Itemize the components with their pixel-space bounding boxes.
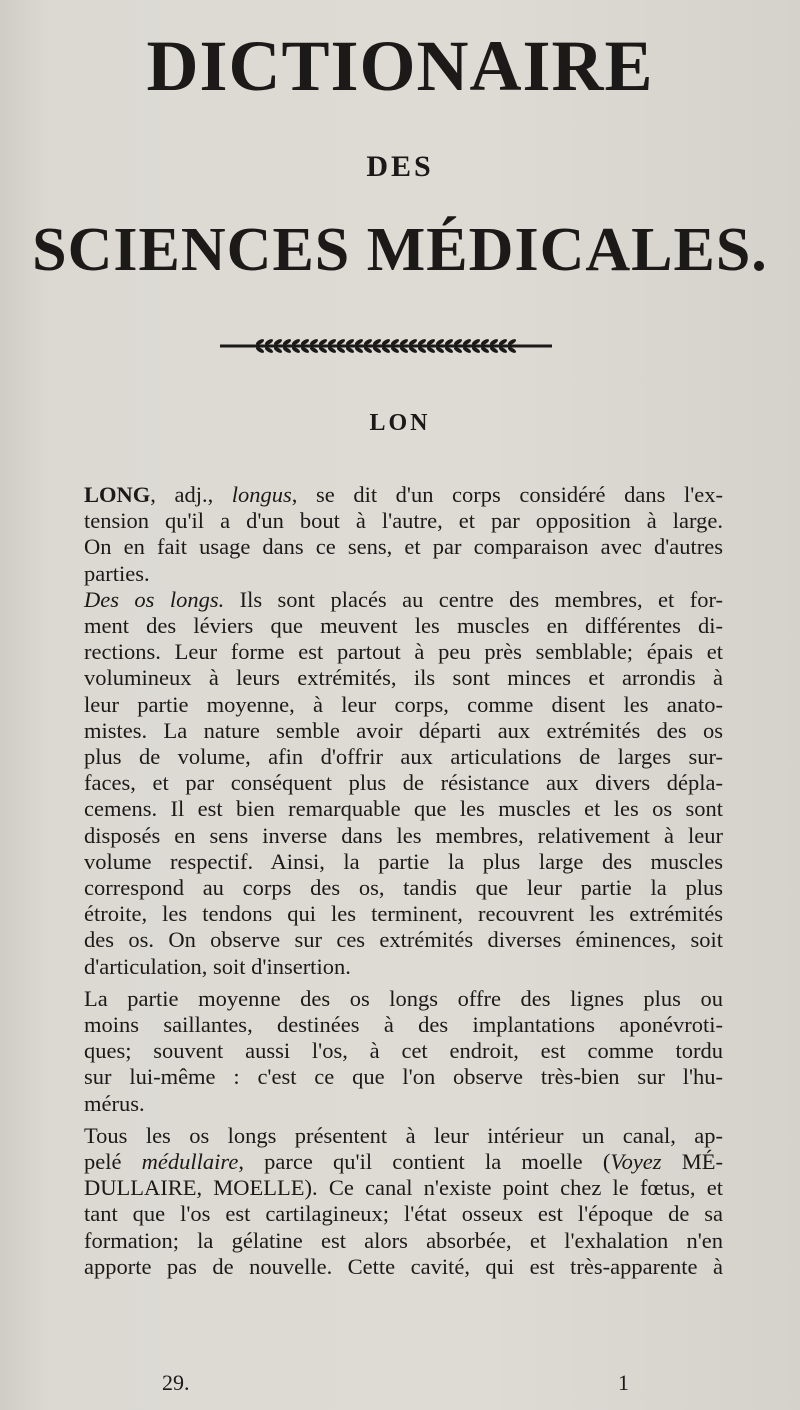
text-line: tant que l'os est cartilagineux; l'état osseux est l'époque de sa bbox=[84, 1201, 723, 1227]
text-line: Des os longs. Ils sont placés au centre des membres, et for- bbox=[84, 586, 723, 612]
text-line: correspond au corps des os, tandis que leur partie la plus bbox=[84, 875, 723, 901]
text-line: pelé médullaire, parce qu'il contient la moelle (Voyez MÉ- bbox=[84, 1149, 723, 1175]
text-line: volume respectif. Ainsi, la partie la plus large des muscles bbox=[84, 848, 723, 874]
text-line: mérus. bbox=[84, 1090, 145, 1116]
paragraph-long-definition bbox=[58, 482, 723, 587]
paragraph-os-longs bbox=[58, 587, 723, 980]
title-des: DES bbox=[366, 150, 434, 183]
title-dictionaire: DICTIONAIRE bbox=[146, 26, 654, 106]
text-line: rections. Leur forme est partout à peu près semblable; épais et bbox=[84, 639, 723, 665]
text-line: parties. bbox=[84, 560, 150, 586]
text-line: DULLAIRE, MOELLE). Ce canal n'existe point chez le fœtus, et bbox=[84, 1175, 723, 1201]
text-line: La partie moyenne des os longs offre des lignes plus ou bbox=[84, 985, 723, 1011]
text-line: On en fait usage dans ce sens, et par comparaison avec d'autres bbox=[84, 534, 723, 560]
text-line: cemens. Il est bien remarquable que les muscles et les os sont bbox=[84, 796, 723, 822]
folio-number: 1 bbox=[618, 1370, 629, 1395]
text-line: étroite, les tendons qui les terminent, recouvrent les extrémités bbox=[84, 901, 723, 927]
text-line: Tous les os longs présentent à leur intérieur un canal, ap- bbox=[84, 1122, 723, 1148]
text-line: ques; souvent aussi l'os, à cet endroit, est comme tordu bbox=[84, 1038, 723, 1064]
text-line: moins saillantes, destinées à des implantations aponévroti- bbox=[84, 1012, 723, 1038]
text-line: formation; la gélatine est alors absorbée, et l'exhalation n'en bbox=[84, 1227, 723, 1253]
paragraph-partie-moyenne bbox=[58, 986, 723, 1117]
text-line: mistes. La nature semble avoir départi aux extrémités des os bbox=[84, 717, 723, 743]
signature-mark: 29. bbox=[162, 1370, 190, 1395]
text-line: d'articulation, soit d'insertion. bbox=[84, 953, 351, 979]
paragraph-canal-medullaire bbox=[58, 1123, 723, 1280]
text-line: ment des léviers que meuvent les muscles en différentes di- bbox=[84, 613, 723, 639]
title-sciences-medicales: SCIENCES MÉDICALES. bbox=[32, 216, 768, 284]
text-line: des os. On observe sur ces extrémités diverses éminences, soit bbox=[84, 927, 723, 953]
text-line: volumineux à leurs extrémités, ils sont minces et arrondis à bbox=[84, 665, 723, 691]
text-line: disposés en sens inverse dans les membres, relativement à leur bbox=[84, 822, 723, 848]
running-head: LON bbox=[369, 410, 431, 436]
text-line: leur partie moyenne, à leur corps, comme disent les anato- bbox=[84, 691, 723, 717]
text-line: sur lui-même : c'est ce que l'on observe très-bien sur l'hu- bbox=[84, 1064, 723, 1090]
text-line: LONG, adj., longus, se dit d'un corps considéré dans l'ex- bbox=[84, 482, 723, 507]
ornament-rule-icon bbox=[220, 336, 552, 356]
text-line: tension qu'il a d'un bout à l'autre, et par opposition à large. bbox=[84, 508, 723, 534]
text-line: faces, et par conséquent plus de résistance aux divers dépla- bbox=[84, 770, 723, 796]
article-body bbox=[58, 482, 723, 1280]
text-line: plus de volume, afin d'offrir aux articulations de larges sur- bbox=[84, 744, 723, 770]
page-footer bbox=[0, 1370, 800, 1400]
text-line: apporte pas de nouvelle. Cette cavité, qui est très-apparente à bbox=[84, 1253, 723, 1279]
